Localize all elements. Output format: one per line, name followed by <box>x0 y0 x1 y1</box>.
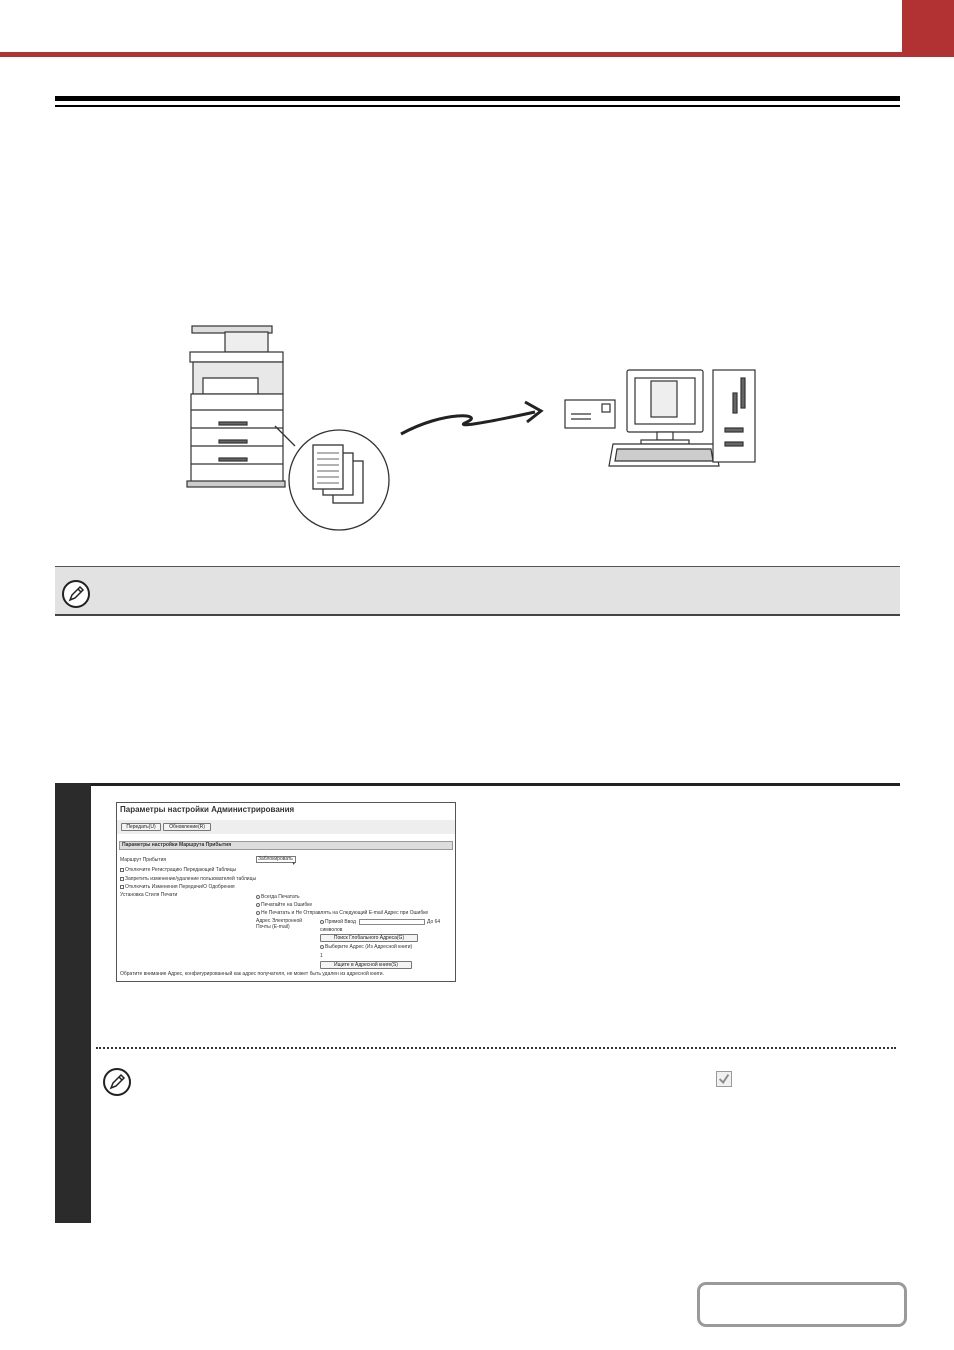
submit-button[interactable]: Передать(U) <box>121 823 161 831</box>
radio-item[interactable]: Выберите Адрес (Из Адресной книги) <box>320 944 412 950</box>
page-corner-tab[interactable] <box>902 0 954 57</box>
admin-settings-screenshot <box>116 802 456 982</box>
contents-button[interactable] <box>697 1282 907 1327</box>
magnified-documents-icon <box>275 426 389 530</box>
radio[interactable] <box>320 920 324 924</box>
footer-note: Обратите внимание Адрес, конфигурированный как адрес получателя, не может быть удален из адресной книги. <box>120 971 384 977</box>
radio-item[interactable]: Печатайте на Ошибке <box>256 902 312 908</box>
step-rule <box>55 783 900 786</box>
pencil-icon <box>61 579 91 609</box>
direct-entry-unit: символов <box>320 927 343 933</box>
dotted-separator <box>96 1047 896 1049</box>
print-style-label: Установка Стиля Печати <box>120 892 178 898</box>
step-column <box>55 783 91 1223</box>
chevron-down-icon: ▾ <box>292 861 295 867</box>
email-label: Адрес Электронной Почты (E-mail) <box>256 918 303 930</box>
radio[interactable] <box>256 895 260 899</box>
checkbox-item[interactable]: Запретить изменение/удаление пользователей таблицы <box>120 876 256 882</box>
title-rule-thin <box>55 105 900 107</box>
direct-entry-input[interactable] <box>359 919 425 925</box>
global-search-button[interactable]: Поиск Глобального Адреса(G) <box>320 934 418 942</box>
checkbox[interactable] <box>120 877 124 881</box>
computer-icon <box>609 370 755 466</box>
transfer-arrow-icon <box>401 412 535 434</box>
radio-item[interactable]: Всегда Печатать <box>256 894 300 900</box>
screenshot-toolbar <box>117 820 455 834</box>
checkbox-item[interactable]: Отключите Регистрацию Передающей Таблицы <box>120 867 236 873</box>
route-label: Маршрут Прибытия <box>120 857 167 863</box>
address-book-button[interactable]: Ищите в Адресной книге(S) <box>320 961 412 969</box>
address-book-value: 1 <box>320 953 323 959</box>
title-rule <box>55 96 900 101</box>
forwarding-illustration <box>185 318 765 538</box>
copier-icon <box>187 326 285 487</box>
note-bar <box>55 566 900 616</box>
direct-entry-limit: До 64 <box>427 919 441 925</box>
update-button[interactable]: Обновление(R) <box>163 823 211 831</box>
checkbox[interactable] <box>120 885 124 889</box>
route-value: Заблокировать <box>258 856 293 862</box>
checkmark-icon <box>716 1071 732 1087</box>
radio[interactable] <box>256 903 260 907</box>
checkbox[interactable] <box>120 868 124 872</box>
radio[interactable] <box>256 911 260 915</box>
screenshot-title: Параметры настройки Администрирования <box>120 805 295 814</box>
route-select[interactable] <box>256 856 296 867</box>
radio-item[interactable]: Не Печатать и Не Отправлять на Следующий E-mail Адрес при Ошибке <box>256 910 428 916</box>
checkbox-item[interactable]: Отключить Изменения Передачи/О Одобрения <box>120 884 235 890</box>
pencil-icon <box>102 1067 132 1097</box>
radio-item[interactable]: Прямой Ввод <box>320 919 356 925</box>
section-title: Параметры настройки Маршрута Прибытия <box>119 841 453 850</box>
envelope-icon <box>565 400 615 428</box>
header-bar <box>0 52 902 57</box>
radio[interactable] <box>320 945 324 949</box>
